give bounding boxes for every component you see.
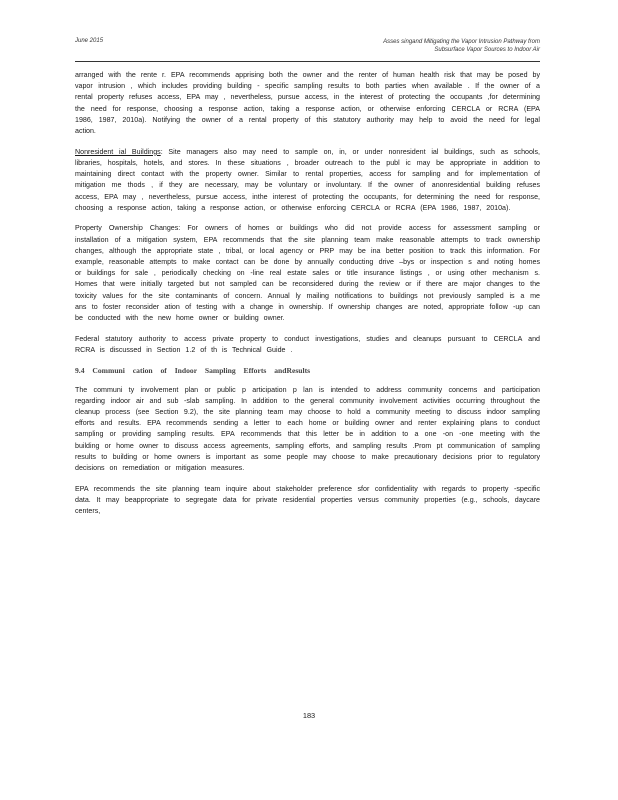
header-date: June 2015: [75, 38, 104, 44]
header-title: [383, 38, 540, 54]
paragraph-rental-access: arranged with the rente r. EPA recommends apprising both the owner and the renter of human health risk that may be posed by vapor intrusion , which includes providing building - specific sampling results to both parties when available . If the owner of a rental property refuses access, EPA may , nevertheless, pursue access, in the interest of protecting the occupants ,for determining the need for response, choosing a response action, taking a response action, or otherwise enforcing CERCLA or RCRA (EPA 1986, 1987, 2010a). Notifying the owner of a rental property of this statutory authority may help to avoid the need for legal action.: [75, 71, 540, 136]
section-heading-9-4: 9.4 Communi cation of Indoor Sampling Efforts andResults: [75, 365, 311, 375]
header-title-line2: Subsurface Vapor Sources to Indoor Air: [434, 47, 540, 53]
nonresidential-heading: Nonresident ial Buildings: [75, 147, 161, 156]
header-title-line1: Asses singand Mitigating the Vapor Intrusion Pathway from: [383, 39, 540, 45]
nonresidential-text: : Site managers also may need to sample on, in, or under nonresident ial buildings, such as schools, libraries, hospitals, hotels, and stores. In these situations , broader outreach to the publ ic may be appropriate in addition to maintaining direct contact with the property owner. Similar to rental properties, access for sampling and for implementation of mitigation me thods , if they are necessary, may be voluntary or involuntary. If the owner of anonresidential building refuses access, EPA may , nevertheless, pursue access, inthe interest of protecting the occupants, for determining the need for response, choosing a response action, taking a response action, or otherwise enforcing CERCLA or RCRA (EPA 1986, 1987, 2010a).: [75, 147, 540, 212]
document-body: [75, 70, 540, 527]
paragraph-nonresidential: [75, 147, 540, 214]
page-number: 183: [302, 711, 316, 720]
paragraph-ownership-changes: Property Ownership Changes: For owners of homes or buildings who did not provide access for assessment sampling or installation of a mitigation system, EPA recommends that the site planning team make reasonable attempts to track ownership changes, although the appropriate state , tribal, or local agency or PRP may be ina better position to track this information. For example, reasonable attempts to make contact can be done by annually conducting drive –bys or inspection s and noting homes or buildings for sale , periodically checking on -line real estate sales or title insurance listings , or using other mechanism s. Homes that were initially targeted but not sampled can be reconsidered during the review or if there are major changes to the toxicity values for the site contaminants of concern. Annual ly mailing notifications to buildings not previously sampled is a me ans to foster reconsider ation of testing with a change in ownership. If ownership changes are noted, appropriate follow -up can be conducted with the new home owner or building owner.: [75, 224, 540, 323]
paragraph-community-involvement: The communi ty involvement plan or public p articipation p lan is intended to address community concerns and participation regarding indoor air and sub -slab sampling. In addition to the general community involvement activities occurring throughout the cleanup process (see Section 9.2), the site planning team may choose to hold a community meeting to discuss indoor sampling efforts and results. EPA recommends sending a letter to each home or building owner and renter explaining plans to conduct sampling or providing sampling results. EPA recommends that this letter be in addition to a one -on -one meeting with the building or home owner to discuss access agreements, sampling efforts, and sampling results .Prom pt communication of sampling results to building or home owners is important as some people may choose to make precautionary decisions prior to regulatory decisions on remediation or mitigation measures.: [75, 385, 540, 473]
paragraph-federal-authority: Federal statutory authority to access private property to conduct investigations, studies and cleanups pursuant to CERCLA and RCRA is discussed in Section 1.2 of th is Technical Guide .: [75, 334, 540, 354]
header-rule: [75, 61, 540, 62]
paragraph-confidentiality: EPA recommends the site planning team inquire about stakeholder preference sfor confidentiality with regards to property -specific data. It may beappropriate to segregate data for private residential properties versus community properties (e.g., schools, daycare centers,: [75, 484, 540, 516]
